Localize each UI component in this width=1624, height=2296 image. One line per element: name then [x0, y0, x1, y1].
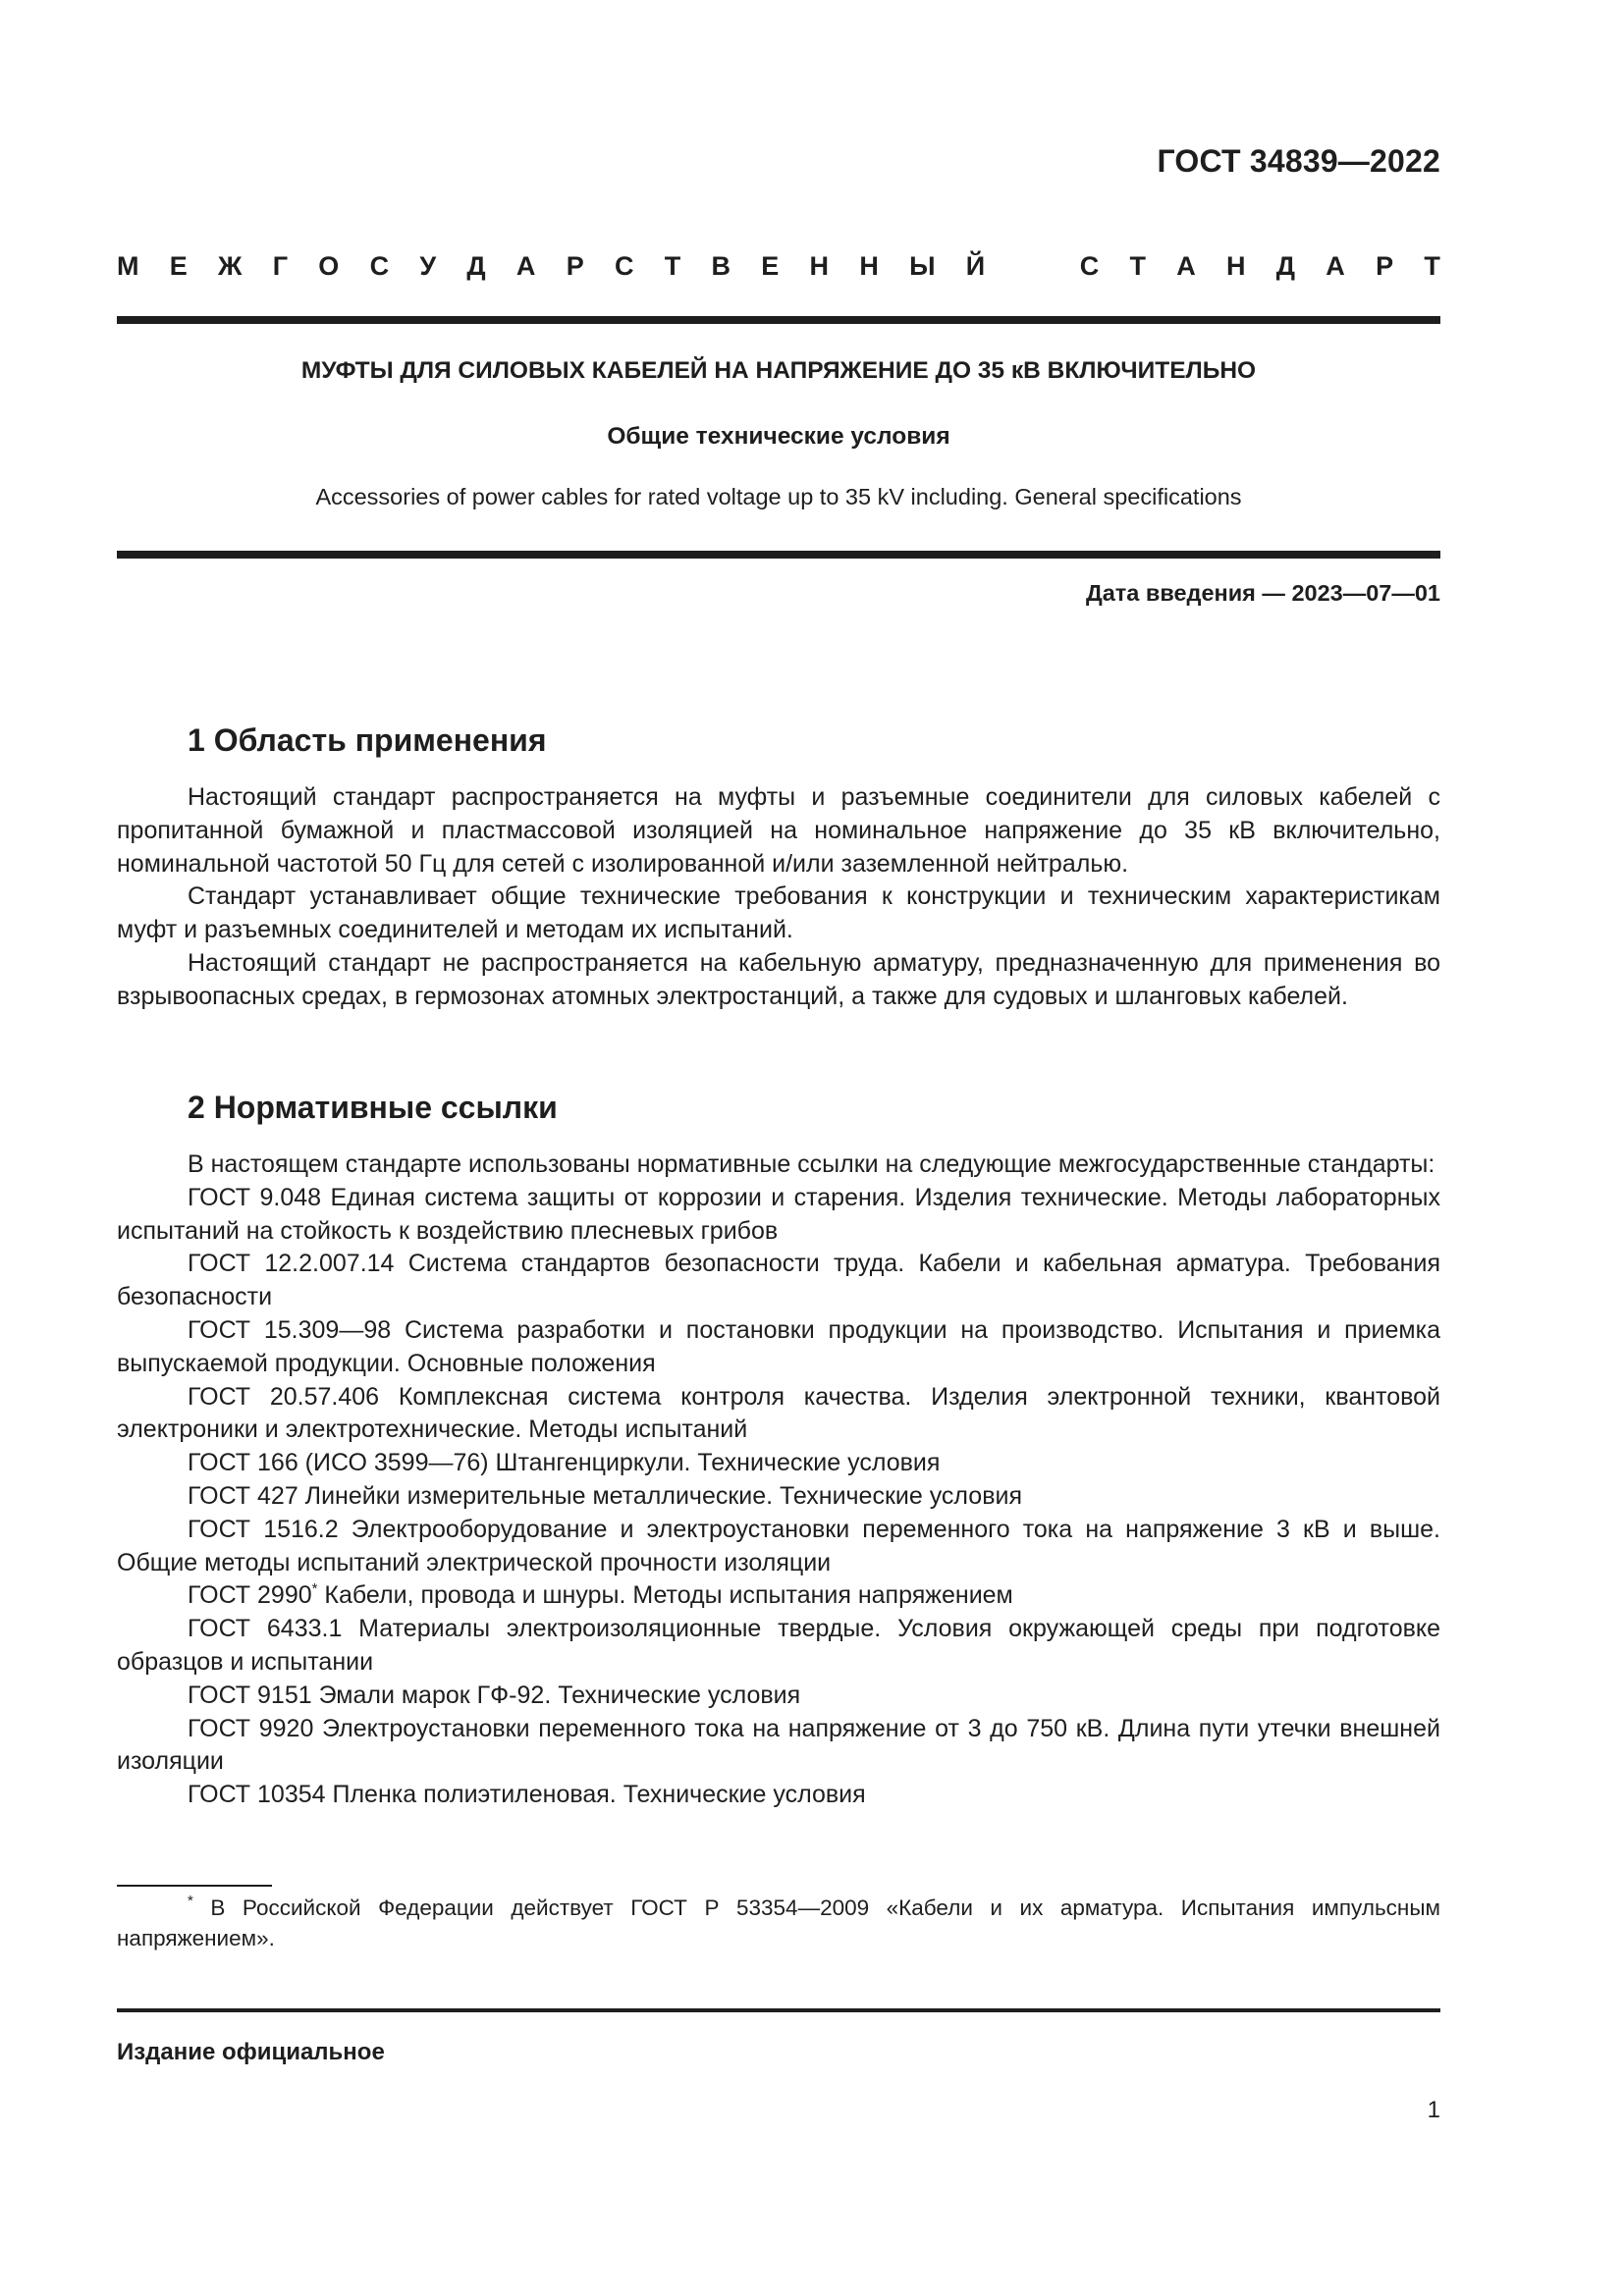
- banner-letter: Г: [272, 251, 289, 281]
- paragraph: Настоящий стандарт распространяется на муфты и разъемные соединители для силовых кабелей с пропитанной бумажной и пластмассовой изоляцией на номинальное напряжение до 35 кВ включительно, номинальной частотой 50 Гц для сетей с изолированной и/или заземленной нейтралью.: [117, 783, 1440, 878]
- banner-letter: С: [1079, 251, 1100, 281]
- document-title: МУФТЫ ДЛЯ СИЛОВЫХ КАБЕЛЕЙ НА НАПРЯЖЕНИЕ ДО 35 кВ ВКЛЮЧИТЕЛЬНО: [300, 357, 1257, 384]
- section-1-body: [117, 781, 1440, 1014]
- banner-letter: У: [419, 251, 437, 281]
- page-number: 1: [1427, 2097, 1440, 2123]
- footnote: [117, 1893, 1440, 1953]
- banner-letter: Д: [1275, 251, 1296, 281]
- reference-item: ГОСТ 10354 Пленка полиэтиленовая. Технические условия: [188, 1781, 866, 1809]
- reference-item: ГОСТ 427 Линейки измерительные металлические. Технические условия: [188, 1481, 1022, 1510]
- banner-letter: Т: [1424, 251, 1440, 281]
- reference-item: [117, 1579, 1440, 1613]
- reference-item: ГОСТ 12.2.007.14 Система стандартов безопасности труда. Кабели и кабельная арматура. Требования безопасности: [117, 1250, 1440, 1311]
- banner-letter: М: [117, 251, 139, 281]
- banner-letter: Е: [761, 251, 780, 281]
- banner-letter: С: [614, 251, 634, 281]
- banner-letter: Р: [1376, 251, 1394, 281]
- reference-item: ГОСТ 1516.2 Электрооборудование и электроустановки переменного тока на напряжение 3 кВ и выше. Общие методы испытаний электрической прочности изоляции: [117, 1515, 1440, 1576]
- footer-rule: [117, 2008, 1440, 2012]
- banner-letter: Н: [809, 251, 830, 281]
- footnote-marker[interactable]: *: [311, 1580, 318, 1598]
- reference-item: ГОСТ 9151 Эмали марок ГФ-92. Технические условия: [188, 1681, 801, 1709]
- document-subtitle: Общие технические условия: [607, 423, 950, 450]
- banner-letter: Д: [466, 251, 486, 281]
- banner-letter: Е: [169, 251, 188, 281]
- banner-letter: А: [1176, 251, 1196, 281]
- banner-letter: Т: [664, 251, 681, 281]
- banner-word-gap: [1015, 251, 1049, 282]
- section-2-body: [117, 1148, 1440, 1812]
- banner-letter: Ы: [909, 251, 936, 281]
- official-edition-label: Издание официальное: [117, 2039, 385, 2065]
- banner-letter: Н: [1226, 251, 1246, 281]
- introduction-date: Дата введения — 2023—07—01: [1085, 580, 1440, 606]
- banner-letter: Н: [859, 251, 879, 281]
- reference-item: ГОСТ 20.57.406 Комплексная система контроля качества. Изделия электронной техники, квантовой электроники и электротехнические. Методы испытаний: [117, 1382, 1440, 1444]
- interstate-standard-banner: [117, 251, 1440, 282]
- section-2-heading: 2 Нормативные ссылки: [188, 1090, 558, 1125]
- reference-code: ГОСТ 2990: [188, 1581, 312, 1610]
- reference-text: Кабели, провода и шнуры. Методы испытания напряжением: [317, 1581, 1013, 1610]
- reference-item: ГОСТ 166 (ИСО 3599—76) Штангенциркули. Технические условия: [188, 1449, 941, 1477]
- reference-item: ГОСТ 6433.1 Материалы электроизоляционные твердые. Условия окружающей среды при подготовке образцов и испытании: [117, 1615, 1440, 1676]
- footnote-separator: [117, 1885, 272, 1887]
- paragraph: Стандарт устанавливает общие технические требования к конструкции и техническим характеристикам муфт и разъемных соединителей и методам их испытаний.: [117, 882, 1440, 944]
- header-rule-bottom: [117, 551, 1440, 559]
- banner-letter: В: [711, 251, 731, 281]
- banner-letter: Й: [965, 251, 986, 281]
- document-code: ГОСТ 34839—2022: [1157, 143, 1440, 179]
- paragraph: Настоящий стандарт не распространяется на кабельную арматуру, предназначенную для применения во взрывоопасных средах, в гермозонах атомных электростанций, а также для судовых и шланговых кабелей.: [117, 948, 1440, 1010]
- banner-letter: Р: [566, 251, 584, 281]
- reference-item: ГОСТ 9920 Электроустановки переменного тока на напряжение от 3 до 750 кВ. Длина пути утечки внешней изоляции: [117, 1714, 1440, 1776]
- banner-letter: А: [1326, 251, 1345, 281]
- banner-letter: О: [318, 251, 340, 281]
- banner-letter: С: [369, 251, 390, 281]
- reference-item: ГОСТ 9.048 Единая система защиты от коррозии и старения. Изделия технические. Методы лабораторных испытаний на стойкость к воздействию плесневых грибов: [117, 1183, 1440, 1245]
- footnote-text: В Российской Федерации действует ГОСТ Р 53354—2009 «Кабели и их арматура. Испытания импульсным напряжением».: [117, 1896, 1440, 1950]
- english-title: Accessories of power cables for rated voltage up to 35 kV including. General specifications: [315, 484, 1242, 509]
- banner-letter: Т: [1129, 251, 1146, 281]
- reference-item: ГОСТ 15.309—98 Система разработки и постановки продукции на производство. Испытания и приемка выпускаемой продукции. Основные положения: [117, 1315, 1440, 1377]
- banner-letter: Ж: [218, 251, 243, 281]
- footnote-marker: *: [188, 1893, 193, 1909]
- banner-letter: А: [515, 251, 536, 281]
- section-1-heading: 1 Область применения: [188, 722, 547, 758]
- paragraph: В настоящем стандарте использованы нормативные ссылки на следующие межгосударственные стандарты:: [188, 1150, 1435, 1178]
- header-rule-top: [117, 316, 1440, 324]
